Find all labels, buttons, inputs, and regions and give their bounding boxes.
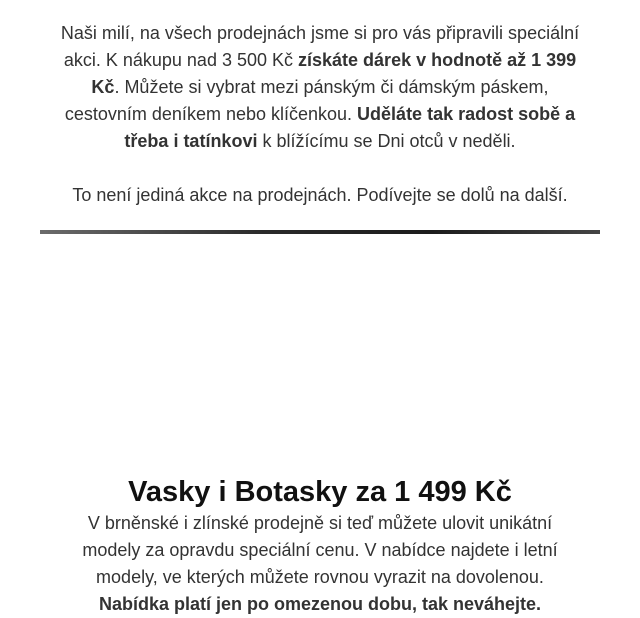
intro-paragraph-1	[50, 20, 590, 155]
promo-image-placeholder	[40, 236, 600, 464]
intro-text-part: . Můžete si vybrat mezi pánským či dámským páskem, cestovním deníkem nebo klíčenkou.	[64, 77, 549, 124]
gift-highlight: získáte dárek v hodnotě až 1 399 Kč	[91, 50, 577, 97]
promo-title: Vasky i Botasky za 1 499 Kč	[128, 476, 512, 508]
intro-text-part: k blížícímu se Dni otců v neděli.	[257, 131, 516, 151]
paragraph-gap	[50, 155, 590, 182]
intro-text-part: Naši milí, na všech prodejnách jsme si pro vás připravili speciální akci. K nákupu nad 3 500 Kč	[60, 23, 580, 70]
promo-description	[60, 510, 580, 618]
section-divider	[40, 230, 600, 234]
intro-paragraph-2: To není jediná akce na prodejnách. Podívejte se dolů na další.	[72, 185, 568, 205]
fathers-day-highlight: Uděláte tak radost sobě a třeba i tatínkovi	[124, 104, 576, 151]
intro-text	[50, 20, 590, 209]
email-content	[40, 0, 600, 614]
promo-limited-offer: Nabídka platí jen po omezenou dobu, tak neváhejte.	[98, 594, 542, 614]
promo-description-text: V brněnské i zlínské prodejně si teď můžete ulovit unikátní modely za opravdu speciální cenu. V nabídce najdete i letní modely, ve kterých můžete rovnou vyrazit na dovolenou.	[82, 513, 558, 587]
